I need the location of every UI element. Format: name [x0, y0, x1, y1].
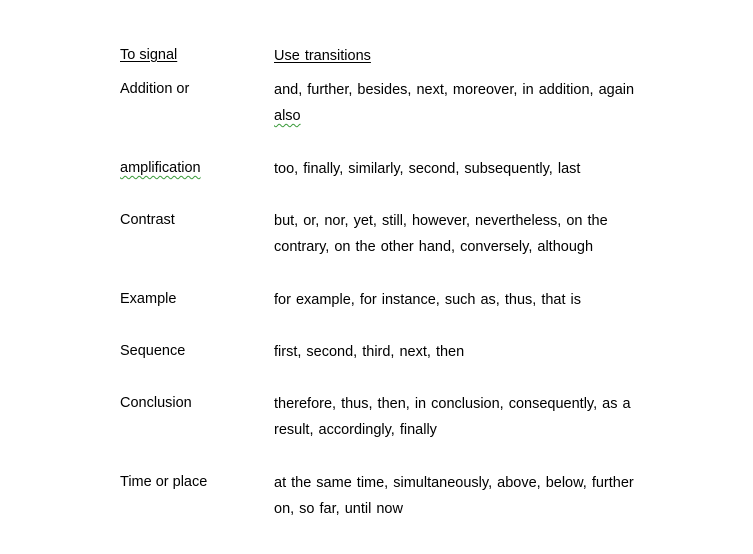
label-sequence: Sequence [120, 343, 186, 359]
transitions-amplification: too, finally, similarly, second, subsequently, last [274, 161, 581, 177]
label-addition: Addition or [120, 81, 190, 97]
label-example: Example [120, 291, 177, 307]
header-to-signal: To signal [120, 47, 178, 63]
label-amplification-text: amplification [120, 160, 201, 176]
transitions-conclusion: therefore, thus, then, in conclusion, consequently, as a result, accordingly, finally [274, 396, 631, 438]
label-conclusion: Conclusion [120, 395, 192, 411]
label-contrast: Contrast [120, 212, 175, 228]
transitions-addition-flagged: also [274, 108, 301, 124]
header-use-transitions: Use transitions [274, 48, 371, 64]
transitions-addition [274, 77, 654, 129]
transitions-addition-main: and, further, besides, next, moreover, in addition, again [274, 82, 635, 98]
transitions-contrast: but, or, nor, yet, still, however, nevertheless, on the contrary, on the other hand, conversely, although [274, 213, 608, 255]
label-amplification [120, 160, 260, 176]
label-time-or-place: Time or place [120, 474, 208, 490]
transitions-sequence: first, second, third, next, then [274, 344, 465, 360]
transitions-time-or-place: at the same time, simultaneously, above, below, further on, so far, until now [274, 475, 634, 517]
transitions-example: for example, for instance, such as, thus, that is [274, 292, 582, 308]
